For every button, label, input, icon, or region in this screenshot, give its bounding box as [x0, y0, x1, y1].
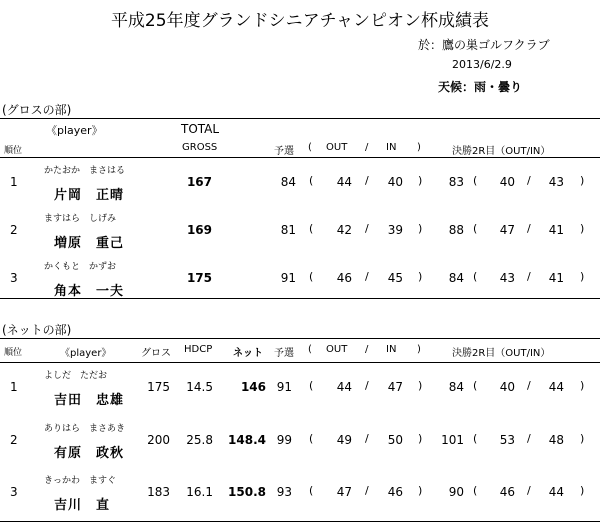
final-in-score: 48 [548, 433, 564, 447]
slash: / [527, 379, 531, 392]
out-score: 47 [336, 485, 352, 499]
paren-close: ) [418, 484, 423, 497]
player-name: 角本 一夫 [54, 284, 125, 299]
out-score: 44 [336, 175, 352, 189]
net-header-player: 《player》 [60, 348, 112, 359]
hdcp-value: 25.8 [186, 433, 213, 447]
net-top-rule [0, 338, 600, 339]
net-header-paren-close: ) [417, 344, 421, 355]
paren-open: ( [473, 222, 478, 235]
final-score: 90 [448, 485, 464, 499]
net-header-hdcp: HDCP [184, 344, 213, 355]
player-kana: よしだ ただお [44, 371, 108, 381]
final-out-score: 40 [499, 380, 515, 394]
in-score: 47 [387, 380, 403, 394]
final-in-score: 41 [548, 223, 564, 237]
gross-section-title: (グロスの部) [2, 103, 72, 117]
gross-header-total: TOTAL [181, 122, 220, 136]
net-header-rank: 順位 [4, 348, 23, 358]
final-out-score: 46 [499, 485, 515, 499]
gross-score: 183 [147, 485, 170, 499]
final-in-score: 41 [548, 271, 564, 285]
slash: / [365, 222, 369, 235]
slash: / [527, 222, 531, 235]
weather: 天候：雨・曇り [438, 80, 523, 94]
player-kana: ありはら まさあき [44, 424, 126, 434]
paren-close: ) [580, 270, 585, 283]
net-score: 146 [240, 380, 266, 394]
gross-header-out: OUT [326, 142, 348, 153]
net-section-title: (ネットの部) [2, 323, 72, 337]
slash: / [527, 174, 531, 187]
slash: / [365, 432, 369, 445]
gross-header-gross: GROSS [182, 142, 218, 153]
gross-header-slash: / [365, 142, 369, 153]
player-name: 吉田 忠雄 [54, 393, 125, 408]
player-name: 増原 重己 [54, 236, 125, 251]
net-bottom-rule [0, 521, 600, 522]
qualifier-score: 81 [280, 223, 296, 237]
gross-score: 169 [186, 223, 212, 237]
player-kana: かくもと かずお [44, 262, 117, 272]
player-kana: ますはら しげみ [44, 214, 117, 224]
gross-bottom-rule [0, 298, 600, 299]
paren-open: ( [309, 222, 314, 235]
paren-close: ) [418, 379, 423, 392]
paren-close: ) [580, 484, 585, 497]
final-score: 83 [448, 175, 464, 189]
rank-cell: 1 [10, 380, 18, 394]
net-header-final: 決勝2R目（OUT/IN） [452, 348, 551, 359]
in-score: 39 [387, 223, 403, 237]
net-header-gross: グロス [141, 348, 171, 359]
in-score: 40 [387, 175, 403, 189]
slash: / [527, 432, 531, 445]
gross-header-in: IN [386, 142, 397, 153]
gross-header-qual: 予選 [274, 146, 294, 157]
final-score: 101 [441, 433, 464, 447]
rank-cell: 3 [10, 485, 18, 499]
final-out-score: 47 [499, 223, 515, 237]
in-score: 45 [387, 271, 403, 285]
net-header-net: ネット [233, 348, 263, 359]
paren-open: ( [473, 379, 478, 392]
qualifier-score: 91 [280, 271, 296, 285]
gross-score: 200 [147, 433, 170, 447]
hdcp-value: 14.5 [186, 380, 213, 394]
slash: / [365, 174, 369, 187]
paren-open: ( [309, 174, 314, 187]
paren-open: ( [473, 432, 478, 445]
slash: / [527, 484, 531, 497]
rank-cell: 3 [10, 271, 18, 285]
final-score: 84 [448, 271, 464, 285]
paren-close: ) [418, 174, 423, 187]
net-header-slash: / [365, 344, 369, 355]
paren-close: ) [418, 432, 423, 445]
final-out-score: 43 [499, 271, 515, 285]
net-score: 150.8 [228, 485, 266, 499]
paren-open: ( [473, 270, 478, 283]
net-header-rule [0, 362, 600, 363]
paren-close: ) [418, 222, 423, 235]
qualifier-score: 93 [276, 485, 292, 499]
final-in-score: 44 [548, 485, 564, 499]
paren-open: ( [309, 379, 314, 392]
gross-header-rank: 順位 [4, 146, 23, 156]
final-out-score: 40 [499, 175, 515, 189]
final-out-score: 53 [499, 433, 515, 447]
gross-header-rule [0, 157, 600, 158]
slash: / [365, 270, 369, 283]
player-name: 吉川 直 [54, 498, 111, 513]
out-score: 44 [336, 380, 352, 394]
paren-close: ) [418, 270, 423, 283]
player-name: 片岡 正晴 [54, 188, 125, 203]
paren-open: ( [473, 484, 478, 497]
paren-close: ) [580, 379, 585, 392]
out-score: 49 [336, 433, 352, 447]
in-score: 50 [387, 433, 403, 447]
in-score: 46 [387, 485, 403, 499]
final-score: 88 [448, 223, 464, 237]
gross-header-player: 《player》 [46, 124, 103, 137]
qualifier-score: 99 [276, 433, 292, 447]
slash: / [527, 270, 531, 283]
slash: / [365, 379, 369, 392]
rank-cell: 1 [10, 175, 18, 189]
final-in-score: 43 [548, 175, 564, 189]
rank-cell: 2 [10, 433, 18, 447]
hdcp-value: 16.1 [186, 485, 213, 499]
net-header-qual: 予選 [274, 348, 294, 359]
slash: / [365, 484, 369, 497]
net-header-in: IN [386, 344, 397, 355]
final-in-score: 44 [548, 380, 564, 394]
player-kana: きっかわ ますぐ [44, 476, 117, 486]
page-title: 平成25年度グランドシニアチャンピオン杯成績表 [110, 11, 490, 31]
venue: 於：鷹の巣ゴルフクラブ [418, 38, 550, 52]
paren-close: ) [580, 174, 585, 187]
out-score: 42 [336, 223, 352, 237]
gross-header-paren-close: ) [417, 142, 421, 153]
gross-score: 175 [147, 380, 170, 394]
paren-open: ( [309, 432, 314, 445]
player-name: 有原 政秋 [54, 446, 125, 461]
gross-score: 175 [186, 271, 212, 285]
qualifier-score: 84 [280, 175, 296, 189]
net-score: 148.4 [228, 433, 266, 447]
gross-header-final: 決勝2R目（OUT/IN） [452, 146, 551, 157]
player-kana: かたおか まさはる [44, 166, 126, 176]
gross-top-rule [0, 118, 600, 119]
final-score: 84 [448, 380, 464, 394]
net-header-paren-open: ( [308, 344, 312, 355]
paren-close: ) [580, 222, 585, 235]
gross-header-paren-open: ( [308, 142, 312, 153]
paren-open: ( [309, 270, 314, 283]
qualifier-score: 91 [276, 380, 292, 394]
gross-score: 167 [186, 175, 212, 189]
paren-close: ) [580, 432, 585, 445]
rank-cell: 2 [10, 223, 18, 237]
paren-open: ( [309, 484, 314, 497]
date: 2013/6/2.9 [452, 58, 512, 71]
out-score: 46 [336, 271, 352, 285]
net-header-out: OUT [326, 344, 348, 355]
paren-open: ( [473, 174, 478, 187]
